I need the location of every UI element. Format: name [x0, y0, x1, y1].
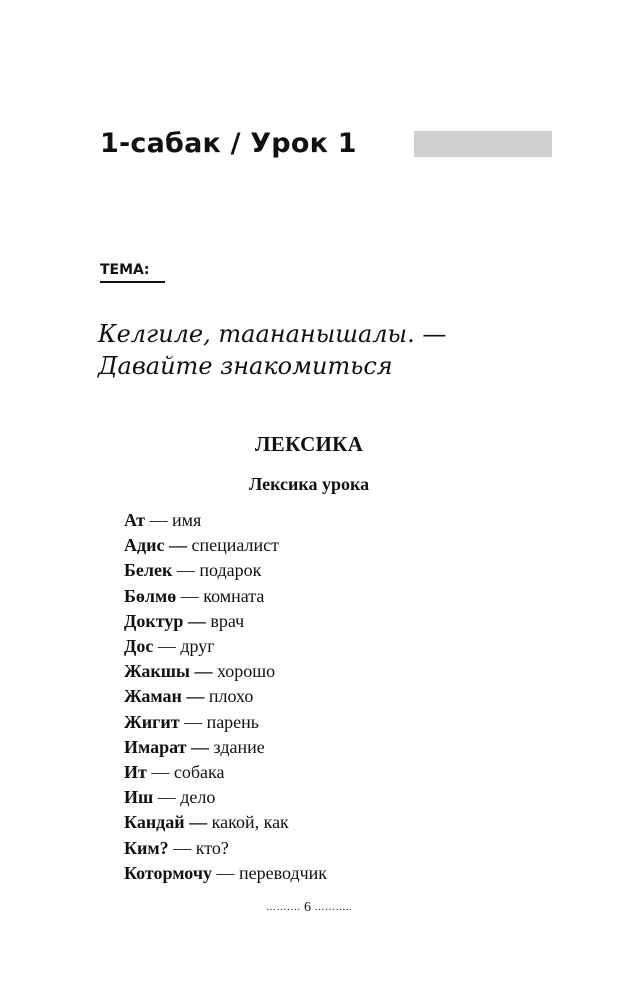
topic-text-line-1: Келгиле, таананышалы. —	[98, 320, 447, 348]
vocab-item	[124, 785, 327, 810]
vocab-separator: —	[153, 636, 181, 657]
vocab-separator: —	[146, 762, 174, 783]
vocab-translation: хорошо	[216, 661, 276, 682]
vocab-separator: —	[179, 711, 207, 732]
vocab-term: Доктур —	[124, 610, 206, 631]
page-number: 6	[304, 900, 311, 915]
vocab-item	[124, 861, 327, 886]
vocab-item	[124, 558, 327, 583]
vocab-term: Кандай —	[124, 812, 208, 833]
footer-dots-left: ……….	[266, 902, 301, 913]
topic-label: ТЕМА:	[100, 262, 150, 278]
vocab-item	[124, 710, 327, 735]
vocab-separator: —	[168, 837, 196, 858]
vocab-term: Белек	[124, 560, 173, 581]
vocabulary-list	[124, 508, 327, 886]
vocab-item	[124, 584, 327, 609]
vocab-term: Иш	[124, 787, 154, 808]
topic-text-line-2: Давайте знакомиться	[98, 352, 393, 380]
vocab-term: Ким?	[124, 837, 169, 858]
vocab-separator: —	[172, 560, 200, 581]
lesson-title: 1-сабак / Урок 1	[100, 128, 357, 159]
vocab-translation: собака	[173, 762, 225, 783]
subsection-heading: Лексика урока	[248, 474, 370, 494]
vocab-item	[124, 533, 327, 558]
vocab-separator: —	[153, 787, 181, 808]
vocab-item	[124, 609, 327, 634]
vocab-term: Дос	[124, 636, 154, 657]
vocab-term: Адис —	[124, 535, 187, 556]
vocab-translation: комната	[203, 585, 265, 606]
vocab-translation: друг	[180, 636, 215, 657]
vocab-translation: специалист	[191, 535, 279, 556]
vocab-translation: врач	[210, 610, 245, 631]
vocab-item	[124, 684, 327, 709]
title-decorative-bar	[414, 131, 552, 157]
vocab-separator: —	[211, 862, 239, 883]
vocab-item	[124, 659, 327, 684]
vocab-item	[124, 760, 327, 785]
vocab-translation: кто?	[195, 837, 229, 858]
vocab-translation: парень	[206, 711, 260, 732]
vocab-term: Имарат —	[124, 736, 210, 757]
vocab-term: Жакшы —	[124, 661, 213, 682]
vocab-term: Ат	[124, 510, 145, 530]
vocab-term: Жаман —	[124, 686, 205, 707]
vocab-translation: плохо	[208, 686, 254, 707]
vocab-item	[124, 810, 327, 835]
vocab-term: Жигит	[124, 711, 180, 732]
topic-label-underline	[100, 281, 165, 283]
vocab-translation: какой, как	[211, 812, 289, 833]
vocab-term: Котормочу	[124, 862, 212, 883]
vocab-item	[124, 836, 327, 861]
page-footer	[0, 900, 618, 916]
vocab-item	[124, 735, 327, 760]
vocab-translation: переводчик	[238, 862, 328, 883]
vocab-item	[124, 508, 327, 533]
vocab-translation: здание	[213, 736, 265, 757]
vocab-term: Ит	[124, 762, 147, 783]
footer-dots-right: ………..	[314, 902, 352, 913]
vocab-translation: подарок	[199, 560, 262, 581]
section-heading: ЛЕКСИКА	[254, 432, 364, 456]
topic-text	[98, 318, 446, 382]
vocab-translation: имя	[171, 510, 202, 530]
vocab-term: Бөлмө	[124, 585, 177, 606]
vocab-item	[124, 634, 327, 659]
vocab-separator: —	[144, 510, 172, 530]
vocab-separator: —	[176, 585, 204, 606]
vocab-translation: дело	[180, 787, 216, 808]
